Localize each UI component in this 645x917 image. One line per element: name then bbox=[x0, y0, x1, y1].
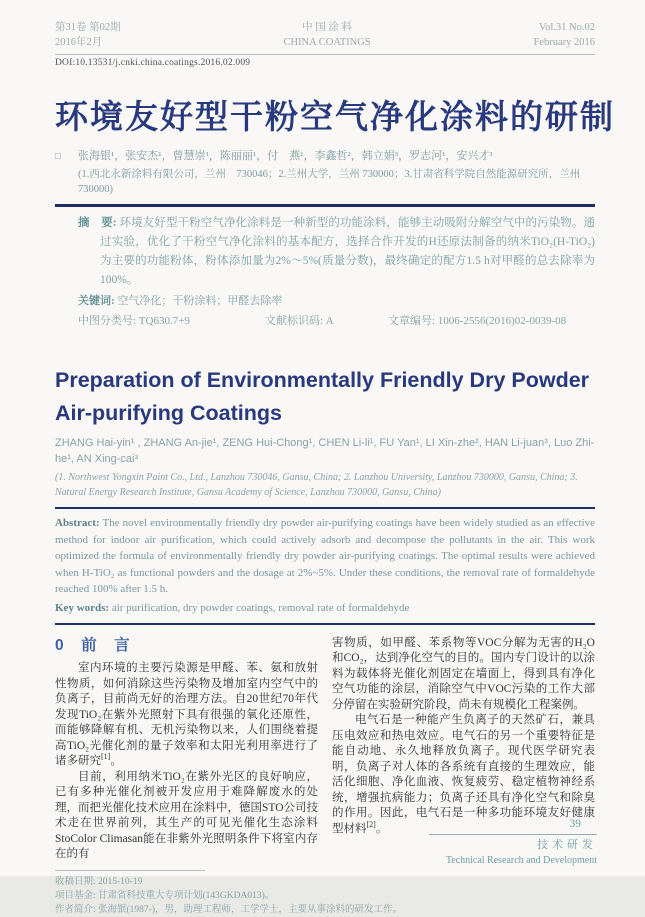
affiliation-en: (1. Northwest Yongxin Paint Co., Ltd., Lanzhou 730046, Gansu, China; 2. Lanzhou University, Lanzhou 730000, Gansu, China; 3. Natural Energy Research Institute, Gansu Academy of Science, Lanzhou 730000, Gansu, China) bbox=[55, 472, 578, 498]
article-title-cn: 环境友好型干粉空气净化涂料的研制 bbox=[55, 98, 615, 135]
issue-volume-en: Vol.31 No.02 bbox=[538, 22, 595, 33]
keywords-cn bbox=[78, 292, 595, 310]
journal-name-block bbox=[283, 20, 370, 50]
paragraph-left-2: 目前，利用纳米TiO₂在紫外光区的良好响应，已有多种光催化剂被开发应用于难降解废水的处理，而把光催化技术应用在涂料中，德国STO公司技术走在世界前列，其生产的可见光催化生态涂料StoColor Climasan能在非紫外光照明条件下将室内存在的有 bbox=[55, 770, 319, 860]
citation-ref-2: [2] bbox=[366, 819, 376, 829]
paragraph-left-1 bbox=[55, 661, 318, 770]
column-section-cn: 技术研发 bbox=[537, 839, 597, 851]
journal-name-en: CHINA COATINGS bbox=[283, 37, 371, 48]
body-column-left bbox=[55, 636, 318, 863]
authors-cn: 张海银¹，张安杰¹，曾慧崇¹，陈丽丽¹，付 燕¹，李鑫哲²，韩立娟³，罗志河¹，安兴才³ bbox=[78, 150, 493, 162]
issue-date-en: February 2016 bbox=[533, 37, 595, 48]
issue-info-en bbox=[533, 20, 595, 50]
abstract-label-en: Abstract: bbox=[55, 517, 100, 529]
footnotes bbox=[55, 870, 485, 917]
article-meta-row bbox=[78, 312, 595, 330]
footer-rule bbox=[429, 834, 597, 835]
abstract-en bbox=[55, 515, 595, 598]
article-title-en-line1: Preparation of Environmentally Friendly Dry Powder bbox=[55, 368, 590, 392]
author-marker-icon: □ bbox=[55, 151, 62, 162]
abstract-text-en: The novel environmentally friendly dry powder air-purifying coatings have been widely studied as an effective method for indoor air purification, which could actively adsorb and decompose the pollutants in the air. This work optimized the formula of environmentally friendly dry powder air-purifying coatings. The optimal results were achieved when H-TiO₂ as functional powders and the dosage at 2%~5%. Under these conditions, the removal rate of formaldehyde reached 100% after 1.5 h. bbox=[55, 517, 595, 595]
article-title-en bbox=[55, 364, 595, 430]
keywords-en bbox=[55, 600, 595, 616]
page-footer bbox=[429, 818, 597, 867]
paragraph-right-2-text: 电气石是一种能产生负离子的天然矿石，兼具压电效应和热电效应。电气石的另一个重要特征是能自动地、永久地释放负离子。现代医学研究表明，负离子对人体的各系统有直接的生理效应，能活化细胞、净化血液、恢复疲劳、稳定植物神经系统，增强抗病能力；负离子还具有净化空气和除臭的作用。因此，电气石是一种多功能环境友好健康型材料 bbox=[332, 714, 595, 835]
issue-volume-cn: 第31卷 第02期 bbox=[55, 22, 121, 33]
abstract-label-cn: 摘 要: bbox=[78, 217, 117, 229]
doi-line: DOI:10.13531/j.cnki.china.coatings.2016.02.009 bbox=[55, 58, 251, 68]
footnote-bio: 作者简介: 张海银(1987-)，男，助理工程师，工学学士，主要从事涂料的研发工作。 bbox=[55, 904, 403, 915]
journal-name-cn: 中 国 涂 料 bbox=[302, 22, 352, 33]
article-title-en-line2: Air-purifying Coatings bbox=[55, 401, 282, 425]
page-number: 39 bbox=[569, 818, 581, 830]
abstract-text-cn: 环境友好型干粉空气净化涂料是一种新型的功能涂料，能够主动吸附分解空气中的污染物。通过实验，优化了干粉空气净化涂料的基本配方，选择合作开发的H还原法制备的纳米TiO₂(H-TiO₂)为主要的功能粉体，粉体添加量为2%～5%(质量分数)，最终确定的配方1.5 h对甲醛的总去除率为100%。 bbox=[100, 217, 595, 286]
divider-rule-abstract-bottom bbox=[55, 623, 595, 625]
keywords-text-cn: 空气净化；干粉涂料；甲醛去除率 bbox=[117, 295, 283, 307]
footnote-received: 收稿日期: 2015-10-19 bbox=[55, 876, 143, 887]
authors-row-cn bbox=[55, 149, 595, 164]
column-section-en: Technical Research and Development bbox=[445, 855, 597, 866]
paragraph-right-2-end: 。 bbox=[375, 822, 388, 835]
divider-rule-abstract-top bbox=[55, 507, 595, 509]
divider-rule-top bbox=[55, 204, 595, 207]
footnote-separator bbox=[55, 870, 205, 871]
section-heading: 0 前 言 bbox=[55, 636, 131, 654]
paragraph-left-1-text: 室内环境的主要污染源是甲醛、苯、氨和放射性物质，如何消除这些污染物及增加室内空气中的负离子，目前尚无好的治理方法。自20世纪70年代发现TiO₂在紫外光照射下具有很强的氧化还原性，而能够降解有机、无机污染物以来，人们围绕着提高TiO₂光催化剂的量子效率和太阳光利用率进行了诸多研究 bbox=[55, 662, 318, 767]
affiliation-cn: (1.西北永新涂料有限公司，兰州 730046；2.兰州大学，兰州 730000；3.甘肃省科学院自然能源研究所，兰州 730000) bbox=[78, 169, 591, 195]
keywords-text-en: air purification, dry powder coatings, removal rate of formaldehyde bbox=[111, 601, 410, 614]
keywords-label-en: Key words: bbox=[55, 601, 110, 614]
clc-number: 中图分类号: TQ630.7+9 bbox=[78, 315, 190, 327]
journal-header bbox=[55, 20, 595, 55]
article-number: 文章编号: 1006-2556(2016)02-0039-08 bbox=[388, 315, 567, 327]
keywords-label-cn: 关键词: bbox=[78, 295, 115, 307]
footnote-fund: 项目基金: 甘肃省科技重大专项计划(143GKDA013)。 bbox=[55, 890, 275, 901]
citation-ref-1: [1] bbox=[101, 752, 111, 762]
issue-info-cn bbox=[55, 20, 121, 50]
issue-date-cn: 2016年2月 bbox=[55, 37, 103, 48]
paragraph-right-1: 害物质，如甲醛、苯系物等VOC分解为无害的H₂O和CO₂，达到净化空气的目的。国内专门设计的以涂料为载体将光催化剂固定在墙面上，得到具有净化空气功能的涂层，消除空气中VOC污染的工作大部分停留在实验研究阶段，尚未有规模化工程案例。 bbox=[332, 636, 595, 711]
authors-en: ZHANG Hai-yin¹ , ZHANG An-jie¹, ZENG Hui-Chong¹, CHEN Li-li¹, FU Yan¹, LI Xin-zhe², HAN Li-juan³, Luo Zhi-he¹, AN Xing-cai³ bbox=[55, 437, 595, 465]
abstract-cn bbox=[78, 214, 595, 290]
document-code: 文献标识码: A bbox=[265, 315, 334, 327]
paragraph-left-1-end: 。 bbox=[110, 755, 122, 767]
